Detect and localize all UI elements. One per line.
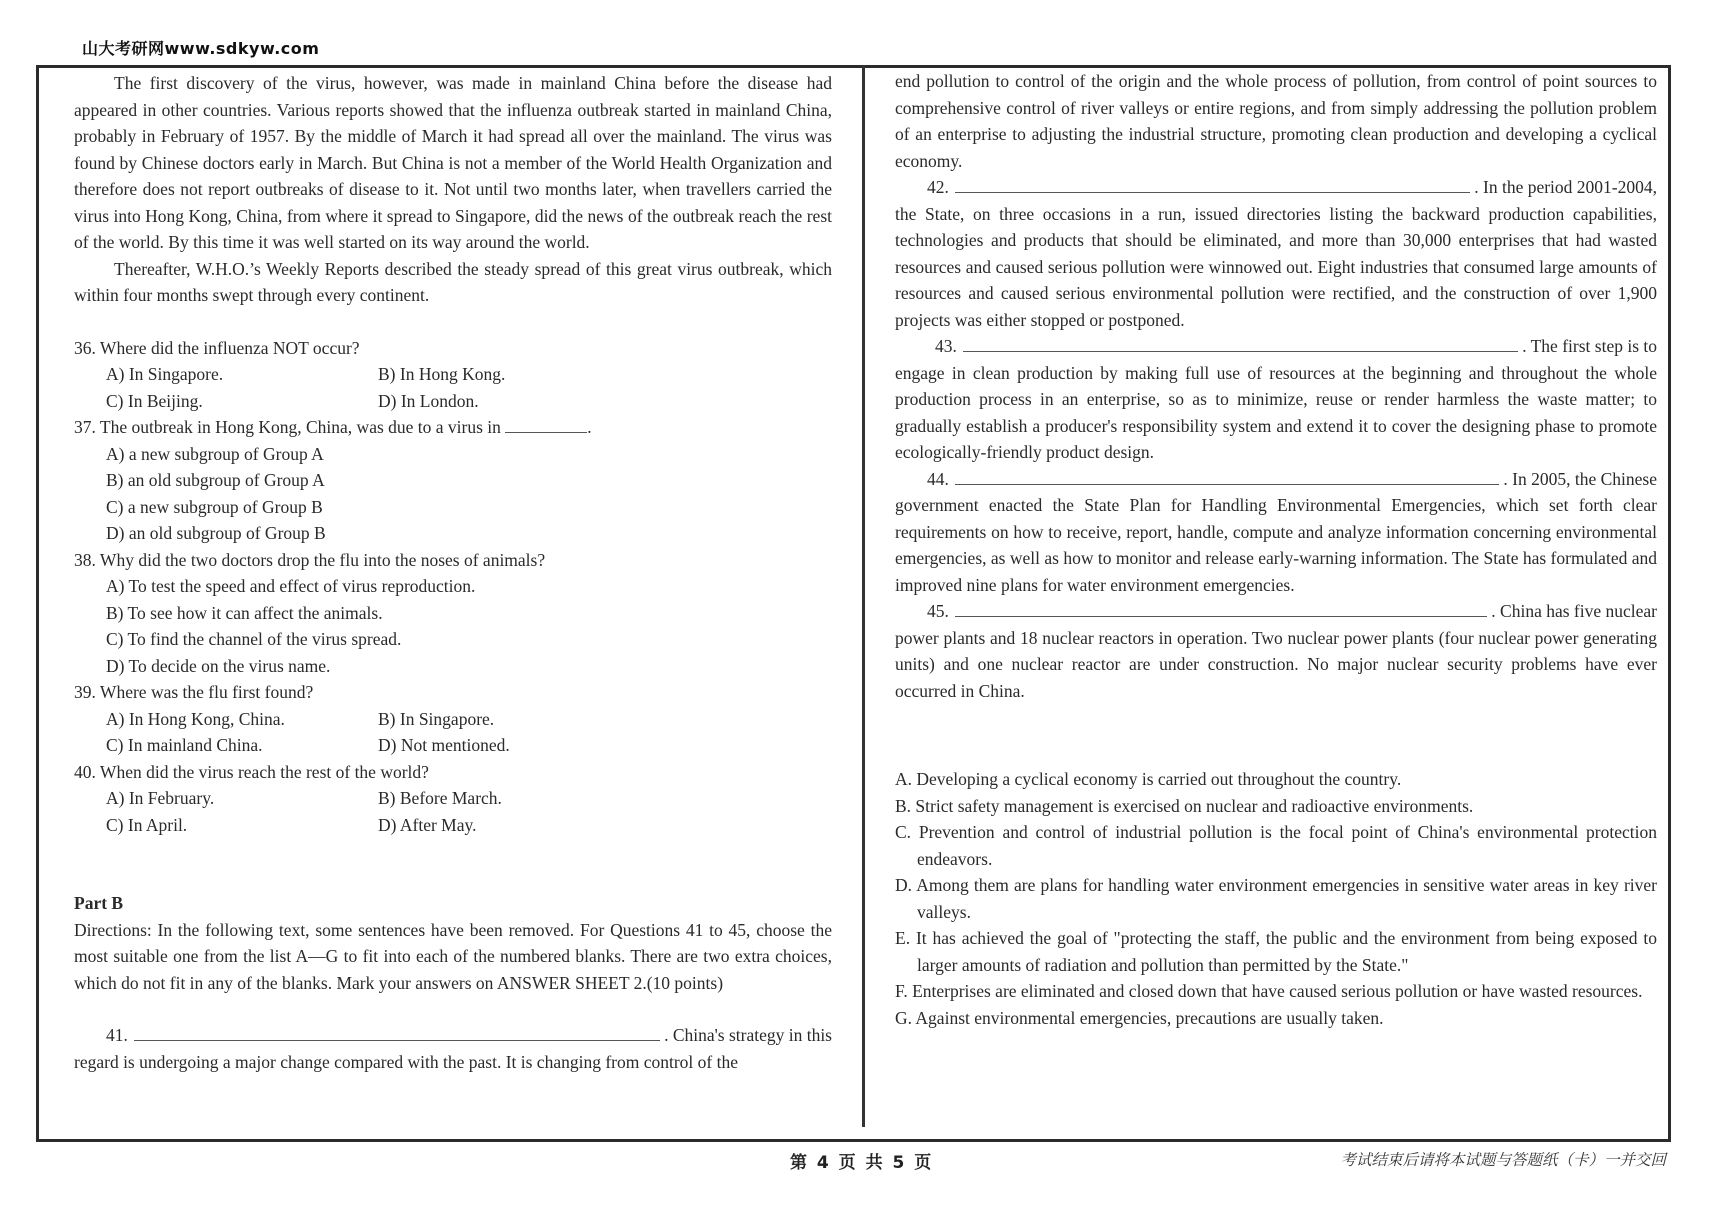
- option-d: D) In London.: [378, 390, 479, 411]
- option-c: C) To find the channel of the virus spread.: [106, 629, 402, 649]
- question-41: [74, 1022, 832, 1049]
- question-38: [74, 547, 832, 680]
- question-42-text: the State, on three occasions in a run, issued directories listing the backward production capabilities, technologies and products that should be eliminated, and more than 30,000 enterprises that had wasted resources and caused serious pollution were winnowed out. Eight industries that consumed large amounts of resources and caused serious environmental pollution were rectified, and the construction of over 1,900 projects was either stopped or postponed.: [895, 203, 1657, 330]
- right-column: [895, 68, 1657, 1031]
- question-stem: 36. Where did the influenza NOT occur?: [74, 337, 360, 358]
- passage-paragraph: The first discovery of the virus, however, was made in mainland China before the disease had appeared in other countries. Various reports showed that the influenza outbreak started in mainland China, probably in February of 1957. By the middle of March it had spread all over the mainland. The virus was found by Chinese doctors early in March. But China is not a member of the World Health Organization and therefore does not report outbreaks of disease to it. Not until two months later, when travellers carried the virus into Hong Kong, China, from where it spread to Singapore, did the news of the outbreak reach the rest of the world. By this time it was well started on its way around the world.: [74, 73, 832, 252]
- option-b: B) To see how it can affect the animals.: [106, 602, 383, 623]
- answer-blank: [505, 414, 587, 433]
- footer-note: 考试结束后请将本试题与答题纸（卡）一并交回: [1340, 1151, 1666, 1169]
- option-c: C) In Beijing.: [106, 390, 203, 411]
- question-stem: 38. Why did the two doctors drop the flu into the noses of animals?: [74, 549, 546, 570]
- option-a: A) In Singapore.: [106, 364, 224, 384]
- choice-c: C. Prevention and control of industrial pollution is the focal point of China's environmental protection endeavors.: [895, 822, 1657, 869]
- question-41-text: regard is undergoing a major change compared with the past. It is changing from control of the: [74, 1051, 738, 1072]
- question-42-lead: . In the period 2001-2004,: [1474, 177, 1657, 197]
- choice-e: E. It has achieved the goal of "protecting the staff, the public and the environment from being exposed to larger amounts of radiation and pollution than permitted by the State.": [895, 928, 1657, 975]
- question-number: 44.: [927, 468, 949, 489]
- choice-f: F. Enterprises are eliminated and closed down that have caused serious pollution or have wasted resources.: [895, 981, 1643, 1001]
- question-stem: 39. Where was the flu first found?: [74, 682, 314, 702]
- option-c: C) In mainland China.: [106, 735, 263, 755]
- option-b: B) In Hong Kong.: [378, 364, 506, 384]
- question-stem: 40. When did the virus reach the rest of the world?: [74, 761, 429, 782]
- option-a: A) To test the speed and effect of virus reproduction.: [106, 576, 476, 596]
- question-42: [895, 174, 1657, 201]
- answer-blank: [955, 466, 1500, 485]
- question-36: [74, 335, 832, 415]
- part-b-directions: Directions: In the following text, some sentences have been removed. For Questions 41 to 45, choose the most suitable one from the list A—G to fit into each of the numbered blanks. There are two extra choices, which do not fit in any of the blanks. Mark your answers on ANSWER SHEET 2.(10 points): [74, 919, 832, 993]
- question-number: 45.: [927, 601, 949, 621]
- question-43: [895, 333, 1657, 360]
- column-divider: [862, 65, 865, 1127]
- option-a: A) In Hong Kong, China.: [106, 708, 285, 729]
- choice-b: B. Strict safety management is exercised on nuclear and radioactive environments.: [895, 795, 1474, 816]
- question-43-lead: . The first step is to: [1522, 336, 1657, 356]
- option-c: C) a new subgroup of Group B: [106, 496, 323, 517]
- question-41-lead: . China's strategy in this: [664, 1025, 832, 1045]
- site-header: 山大考研网www.sdkyw.com: [82, 39, 320, 58]
- choice-list: [895, 766, 1657, 1031]
- question-44-text: government enacted the State Plan for Handling Environmental Emergencies, which set forth clear requirements on how to receive, report, handle, compute and analyze information concerning environmental emergencies, as well as how to monitor and release early-warning information. The State has formulated and improved nine plans for water environment emergencies.: [895, 495, 1657, 595]
- question-number: 42.: [927, 177, 949, 197]
- option-a: A) a new subgroup of Group A: [106, 443, 324, 464]
- option-b: B) an old subgroup of Group A: [106, 470, 325, 490]
- question-43-text: engage in clean production by making full use of resources at the beginning and throughout the whole production process in an enterprise, so as to minimize, reuse or render harmless the waste matter; to gradually establish a producer's responsibility system and extend it to cover the designing phase to promote ecologically-friendly product design.: [895, 362, 1657, 462]
- question-44: [895, 466, 1657, 493]
- passage-paragraph: Thereafter, W.H.O.’s Weekly Reports described the steady spread of this great virus outbreak, which within four months swept through every continent.: [74, 258, 832, 305]
- left-column: [74, 70, 832, 1075]
- question-number: 41.: [106, 1025, 128, 1045]
- option-b: B) In Singapore.: [378, 708, 495, 729]
- question-39: [74, 679, 832, 759]
- question-44-lead: . In 2005, the Chinese: [1503, 468, 1657, 489]
- question-37: 37. The outbreak in Hong Kong, China, was due to a virus in . A) a new subgroup of Group A B) an old subgroup of Group A C) a new subgroup of Group B D) an old subgroup of Group B: [74, 414, 832, 547]
- choice-a: A. Developing a cyclical economy is carried out throughout the country.: [895, 769, 1402, 789]
- option-d: D) an old subgroup of Group B: [106, 523, 326, 543]
- option-c: C) In April.: [106, 814, 188, 835]
- option-d: D) Not mentioned.: [378, 735, 510, 755]
- question-number: 43.: [935, 336, 957, 356]
- question-45: [895, 598, 1657, 625]
- question-40: [74, 759, 832, 839]
- page-number: 第 4 页 共 5 页: [790, 1153, 934, 1173]
- question-41-continued: end pollution to control of the origin and the whole process of pollution, from control of point sources to comprehensive control of river valleys or entire regions, and from simply addressing the pollution problem of an enterprise to adjusting the industrial structure, promoting clean production and developing a cyclical economy.: [895, 71, 1657, 171]
- answer-blank: [955, 598, 1487, 617]
- question-stem: 37. The outbreak in Hong Kong, China, was due to a virus in: [74, 417, 501, 437]
- answer-blank: [134, 1022, 660, 1041]
- option-a: A) In February.: [106, 788, 215, 808]
- question-45-text: power plants and 18 nuclear reactors in operation. Two nuclear power plants (four nuclear power generating units) and one nuclear reactor are under construction. No major nuclear security problems have ever occurred in China.: [895, 627, 1657, 701]
- question-45-lead: . China has five nuclear: [1491, 601, 1657, 621]
- answer-blank: [963, 333, 1518, 352]
- part-b-title: Part B: [74, 893, 124, 913]
- answer-blank: [955, 174, 1470, 193]
- option-d: D) To decide on the virus name.: [106, 655, 331, 676]
- option-b: B) Before March.: [378, 788, 502, 808]
- option-d: D) After May.: [378, 814, 477, 835]
- choice-d: D. Among them are plans for handling water environment emergencies in sensitive water areas in key river valleys.: [895, 875, 1657, 922]
- choice-g: G. Against environmental emergencies, precautions are usually taken.: [895, 1007, 1384, 1028]
